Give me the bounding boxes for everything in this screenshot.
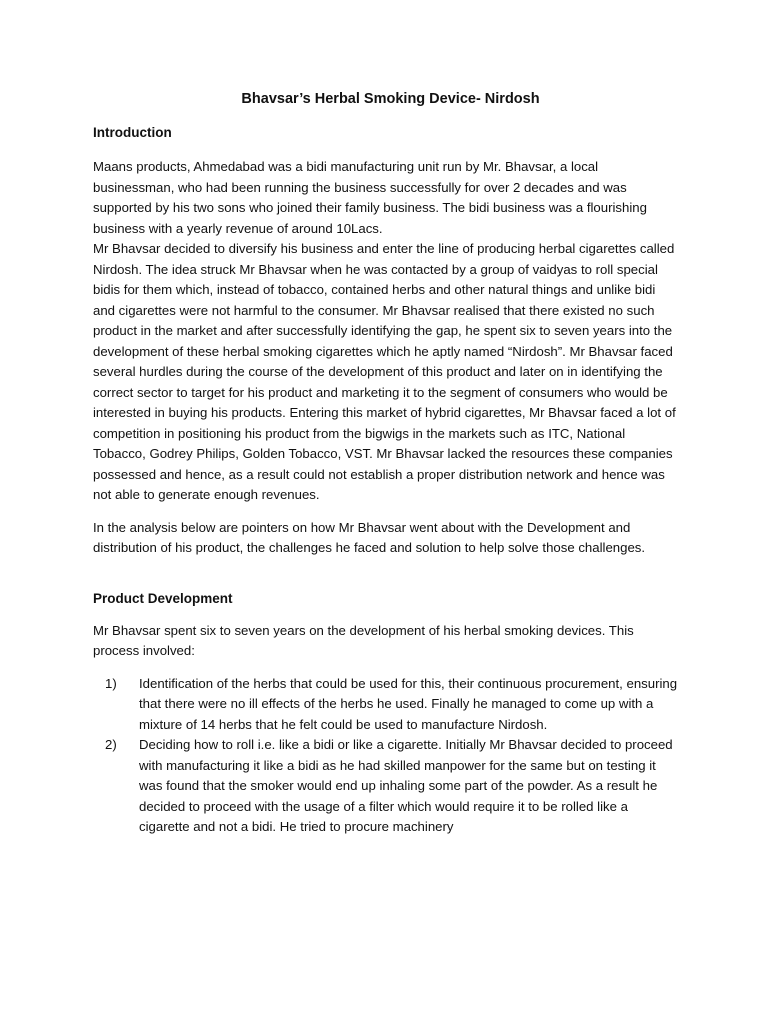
section-heading-introduction: Introduction: [93, 125, 172, 140]
intro-paragraph-3: In the analysis below are pointers on how Mr Bhavsar went about with the Development and distribution of his product, the challenges he faced and solution to help solve those challenges.: [93, 519, 646, 555]
product-development-paragraph: Mr Bhavsar spent six to seven years on the development of his herbal smoking devices. This process involved:: [93, 622, 634, 658]
intro-paragraph-2: Mr Bhavsar decided to diversify his business and enter the line of producing herbal cigarettes called Nirdosh. The idea struck Mr Bhavsar when he was contacted by a group of vaidyas to roll special bidis for them which, instead of tobacco, contained herbs and other natural things and unlike bidi and cigarettes were not harmful to the consumer. Mr Bhavsar realised that there existed no such product in the market and after successfully identifying the gap, he spent six to seven years into the development of these herbal smoking cigarettes which he aptly named “Nirdosh”. Mr Bhavsar faced several hurdles during the course of the development of this product and later on in identifying the correct sector to target for his product and marketing it to the segment of consumers who would be interested in buying his products. Entering this market of hybrid cigarettes, Mr Bhavsar faced a lot of competition in positioning his product from the bigwigs in the markets such as ITC, National Tobacco, Godrey Philips, Golden Tobacco, VST. Mr Bhavsar lacked the resources these companies possessed and hence, as a result could not establish a proper distribution network and hence was not able to generate enough revenues.: [93, 241, 676, 502]
document-page: [93, 0, 678, 838]
list-item-number: 1): [105, 675, 117, 691]
product-development-list: [93, 674, 678, 838]
intro-paragraph-1: Maans products, Ahmedabad was a bidi manufacturing unit run by Mr. Bhavsar, a local businessman, who had been running the business successfully for over 2 decades and was supported by his two sons who joined their family business. The bidi business was a flourishing business with a yearly revenue of around 10Lacs.: [93, 159, 647, 236]
list-item: [93, 735, 678, 838]
list-item: [93, 674, 678, 736]
list-item-number: 2): [105, 737, 117, 752]
document-title: Bhavsar’s Herbal Smoking Device- Nirdosh: [241, 91, 540, 107]
list-item-text: Deciding how to roll i.e. like a bidi or like a cigarette. Initially Mr Bhavsar decided to proceed with manufacturing it like a bidi as he had skilled manpower for the same but on testing it was found that the smoker would end up inhaling some part of the powder. As a result he decided to proceed with the usage of a filter which would require it to be rolled like a cigarette and not a bidi. He tried to procure machinery: [139, 737, 673, 834]
list-item-text: Identification of the herbs that could be used for this, their continuous procurement, ensuring that there were no ill effects of the herbs he used. Finally he managed to come up with a mixture of 14 herbs that he felt could be used to manufacture Nirdosh.: [139, 675, 678, 732]
section-heading-product-development: Product Development: [93, 590, 233, 606]
